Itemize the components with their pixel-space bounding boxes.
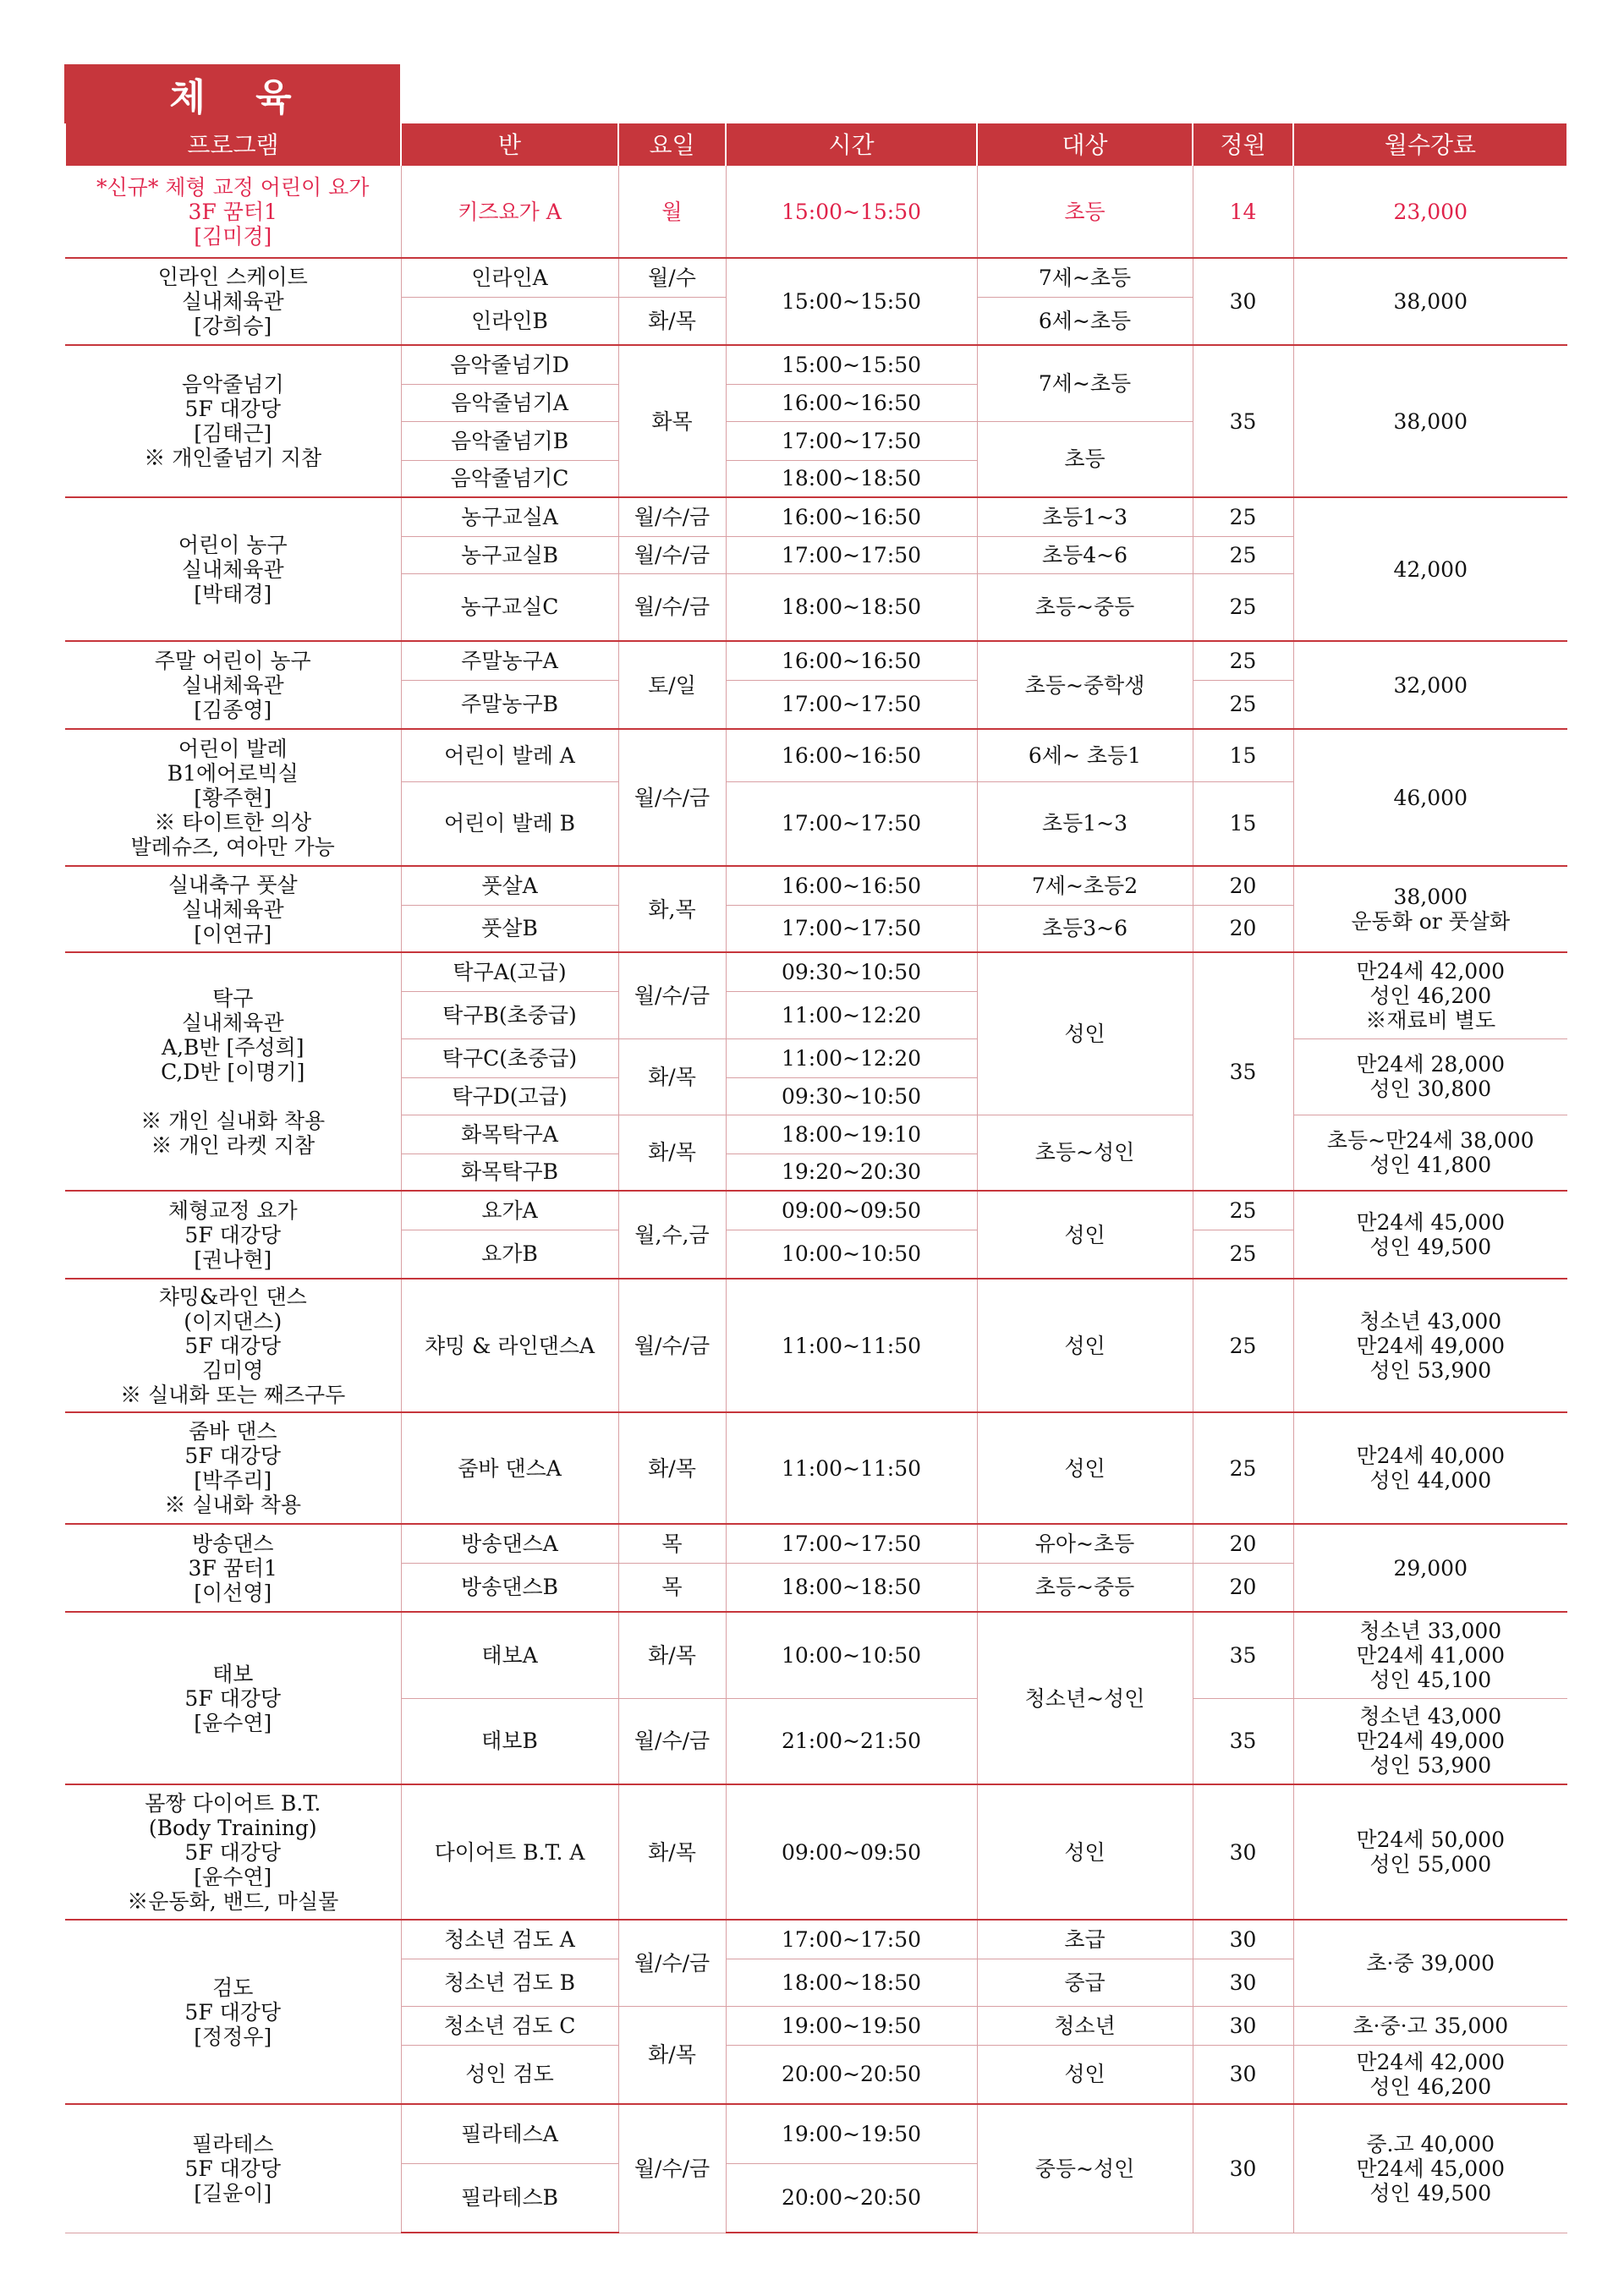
day-cell: 월/수/금	[618, 2104, 726, 2233]
table-row	[65, 258, 1567, 297]
class-cell: 주말농구B	[401, 680, 618, 729]
time-cell: 20:00~20:50	[726, 2163, 977, 2233]
class-cell: 농구교실C	[401, 573, 618, 641]
time-cell: 16:00~16:50	[726, 729, 977, 781]
program-cell: 몸짱 다이어트 B.T. (Body Training) 5F 대강당 [윤수연] ※운동화, 밴드, 마실물	[65, 1784, 401, 1920]
time-cell: 11:00~11:50	[726, 1279, 977, 1412]
capacity-cell: 25	[1193, 497, 1293, 536]
time-cell: 17:00~17:50	[726, 1920, 977, 1959]
time-cell: 15:00~15:50	[726, 165, 977, 258]
time-cell: 16:00~16:50	[726, 497, 977, 536]
program-cell: 필라테스 5F 대강당 [길윤이]	[65, 2104, 401, 2233]
time-cell: 18:00~18:50	[726, 573, 977, 641]
column-header-fee: 월수강료	[1293, 123, 1567, 165]
class-cell: 청소년 검도 B	[401, 1959, 618, 2006]
class-cell: 청소년 검도 C	[401, 2006, 618, 2045]
class-cell: 챠밍 & 라인댄스A	[401, 1279, 618, 1412]
class-cell: 화목탁구B	[401, 1153, 618, 1191]
class-cell: 태보A	[401, 1612, 618, 1698]
program-cell: 방송댄스 3F 꿈터1 [이선영]	[65, 1524, 401, 1612]
class-cell: 음악줄넘기C	[401, 460, 618, 497]
day-cell: 월/수/금	[618, 729, 726, 866]
fee-cell: 32,000	[1293, 641, 1567, 729]
time-cell: 16:00~16:50	[726, 384, 977, 421]
capacity-cell: 30	[1193, 2045, 1293, 2104]
time-cell: 19:20~20:30	[726, 1153, 977, 1191]
fee-cell: 38,000	[1293, 258, 1567, 345]
target-cell: 청소년~성인	[977, 1612, 1193, 1784]
day-cell: 월/수/금	[618, 497, 726, 536]
program-cell: *신규* 체형 교정 어린이 요가 3F 꿈터1 [김미경]	[65, 165, 401, 258]
time-cell: 20:00~20:50	[726, 2045, 977, 2104]
time-cell: 11:00~11:50	[726, 1412, 977, 1524]
table-row	[65, 729, 1567, 781]
target-cell: 초등~중등	[977, 573, 1193, 641]
target-cell: 성인	[977, 1412, 1193, 1524]
table-row	[65, 1524, 1567, 1563]
target-cell: 7세~초등	[977, 258, 1193, 297]
table-row	[65, 165, 1567, 258]
capacity-cell: 25	[1193, 1279, 1293, 1412]
capacity-cell: 25	[1193, 573, 1293, 641]
fee-cell: 38,000 운동화 or 풋살화	[1293, 866, 1567, 952]
capacity-cell: 30	[1193, 258, 1293, 345]
capacity-cell: 20	[1193, 866, 1293, 905]
program-cell: 태보 5F 대강당 [윤수연]	[65, 1612, 401, 1784]
day-cell: 화/목	[618, 1115, 726, 1191]
capacity-cell: 15	[1193, 729, 1293, 781]
class-cell: 다이어트 B.T. A	[401, 1784, 618, 1920]
capacity-cell: 30	[1193, 1959, 1293, 2006]
capacity-cell: 20	[1193, 905, 1293, 952]
capacity-cell: 30	[1193, 1784, 1293, 1920]
table-row	[65, 345, 1567, 384]
day-cell: 월,수,금	[618, 1191, 726, 1279]
time-cell: 17:00~17:50	[726, 680, 977, 729]
section-title: 체 육	[64, 64, 400, 123]
class-cell: 어린이 발레 A	[401, 729, 618, 781]
time-cell: 10:00~10:50	[726, 1612, 977, 1698]
capacity-cell: 30	[1193, 2104, 1293, 2233]
class-cell: 농구교실A	[401, 497, 618, 536]
program-cell: 주말 어린이 농구 실내체육관 [김종영]	[65, 641, 401, 729]
day-cell: 월/수/금	[618, 536, 726, 573]
day-cell: 화/목	[618, 1784, 726, 1920]
capacity-cell: 25	[1193, 680, 1293, 729]
capacity-cell: 25	[1193, 536, 1293, 573]
program-cell: 검도 5F 대강당 [정정우]	[65, 1920, 401, 2104]
fee-cell: 초·중 39,000	[1293, 1920, 1567, 2006]
target-cell: 7세~초등2	[977, 866, 1193, 905]
fee-cell: 23,000	[1293, 165, 1567, 258]
target-cell: 초등4~6	[977, 536, 1193, 573]
time-cell: 17:00~17:50	[726, 421, 977, 460]
fee-cell: 청소년 33,000 만24세 41,000 성인 45,100	[1293, 1612, 1567, 1698]
capacity-cell: 20	[1193, 1563, 1293, 1612]
day-cell: 월	[618, 165, 726, 258]
target-cell: 성인	[977, 952, 1193, 1115]
fee-cell: 29,000	[1293, 1524, 1567, 1612]
target-cell: 청소년	[977, 2006, 1193, 2045]
fee-cell: 만24세 42,000 성인 46,200	[1293, 2045, 1567, 2104]
day-cell: 목	[618, 1524, 726, 1563]
day-cell: 월/수/금	[618, 952, 726, 1038]
class-cell: 탁구B(초중급)	[401, 991, 618, 1038]
target-cell: 중급	[977, 1959, 1193, 2006]
capacity-cell: 35	[1193, 1698, 1293, 1784]
target-cell: 초등1~3	[977, 781, 1193, 866]
time-cell: 16:00~16:50	[726, 641, 977, 680]
class-cell: 요가B	[401, 1230, 618, 1279]
program-cell: 탁구 실내체육관 A,B반 [주성희] C,D반 [이명기] ※ 개인 실내화 착용 ※ 개인 라켓 지참	[65, 952, 401, 1191]
table-row	[65, 1412, 1567, 1524]
day-cell: 화/목	[618, 2006, 726, 2104]
class-cell: 음악줄넘기A	[401, 384, 618, 421]
target-cell: 초등~성인	[977, 1115, 1193, 1191]
target-cell: 초등3~6	[977, 905, 1193, 952]
capacity-cell: 30	[1193, 2006, 1293, 2045]
table-row	[65, 2104, 1567, 2163]
capacity-cell: 15	[1193, 781, 1293, 866]
table-row	[65, 1612, 1567, 1698]
target-cell: 초등1~3	[977, 497, 1193, 536]
time-cell: 15:00~15:50	[726, 258, 977, 345]
fee-cell: 중.고 40,000 만24세 45,000 성인 49,500	[1293, 2104, 1567, 2233]
header-row	[65, 123, 1567, 165]
time-cell: 19:00~19:50	[726, 2104, 977, 2163]
time-cell: 10:00~10:50	[726, 1230, 977, 1279]
table-row	[65, 866, 1567, 905]
time-cell: 09:00~09:50	[726, 1784, 977, 1920]
class-cell: 어린이 발레 B	[401, 781, 618, 866]
time-cell: 21:00~21:50	[726, 1698, 977, 1784]
table-row	[65, 1784, 1567, 1920]
class-cell: 탁구D(고급)	[401, 1077, 618, 1115]
column-header-day: 요일	[618, 123, 726, 165]
time-cell: 18:00~18:50	[726, 460, 977, 497]
time-cell: 15:00~15:50	[726, 345, 977, 384]
target-cell: 중등~성인	[977, 2104, 1193, 2233]
fee-cell: 38,000	[1293, 345, 1567, 497]
class-cell: 방송댄스B	[401, 1563, 618, 1612]
target-cell: 초등	[977, 165, 1193, 258]
column-header-program: 프로그램	[65, 123, 401, 165]
class-cell: 인라인A	[401, 258, 618, 297]
target-cell: 성인	[977, 1191, 1193, 1279]
class-cell: 탁구A(고급)	[401, 952, 618, 991]
class-cell: 청소년 검도 A	[401, 1920, 618, 1959]
fee-cell: 만24세 42,000 성인 46,200 ※재료비 별도	[1293, 952, 1567, 1038]
program-schedule-table	[64, 123, 1568, 2233]
capacity-cell: 35	[1193, 952, 1293, 1191]
day-cell: 목	[618, 1563, 726, 1612]
fee-cell: 청소년 43,000 만24세 49,000 성인 53,900	[1293, 1698, 1567, 1784]
class-cell: 필라테스B	[401, 2163, 618, 2233]
time-cell: 09:30~10:50	[726, 1077, 977, 1115]
capacity-cell: 25	[1193, 1230, 1293, 1279]
target-cell: 6세~초등	[977, 297, 1193, 345]
fee-cell: 만24세 45,000 성인 49,500	[1293, 1191, 1567, 1279]
program-cell: 인라인 스케이트 실내체육관 [강희승]	[65, 258, 401, 345]
capacity-cell: 35	[1193, 1612, 1293, 1698]
class-cell: 요가A	[401, 1191, 618, 1230]
time-cell: 17:00~17:50	[726, 781, 977, 866]
day-cell: 월/수/금	[618, 573, 726, 641]
target-cell: 초등~중학생	[977, 641, 1193, 729]
class-cell: 필라테스A	[401, 2104, 618, 2163]
target-cell: 성인	[977, 2045, 1193, 2104]
capacity-cell: 25	[1193, 1191, 1293, 1230]
class-cell: 인라인B	[401, 297, 618, 345]
time-cell: 18:00~18:50	[726, 1959, 977, 2006]
class-cell: 태보B	[401, 1698, 618, 1784]
table-row	[65, 1279, 1567, 1412]
class-cell: 방송댄스A	[401, 1524, 618, 1563]
time-cell: 17:00~17:50	[726, 905, 977, 952]
time-cell: 16:00~16:50	[726, 866, 977, 905]
target-cell: 유아~초등	[977, 1524, 1193, 1563]
time-cell: 19:00~19:50	[726, 2006, 977, 2045]
program-cell: 체형교정 요가 5F 대강당 [권나현]	[65, 1191, 401, 1279]
day-cell: 월/수/금	[618, 1279, 726, 1412]
time-cell: 17:00~17:50	[726, 536, 977, 573]
capacity-cell: 14	[1193, 165, 1293, 258]
table-row	[65, 1920, 1567, 1959]
class-cell: 키즈요가 A	[401, 165, 618, 258]
column-header-target: 대상	[977, 123, 1193, 165]
program-cell: 챠밍&라인 댄스 (이지댄스) 5F 대강당 김미영 ※ 실내화 또는 째즈구두	[65, 1279, 401, 1412]
class-cell: 줌바 댄스A	[401, 1412, 618, 1524]
program-cell: 어린이 농구 실내체육관 [박태경]	[65, 497, 401, 641]
capacity-cell: 30	[1193, 1920, 1293, 1959]
target-cell: 7세~초등	[977, 345, 1193, 421]
day-cell: 월/수/금	[618, 1920, 726, 2006]
target-cell: 성인	[977, 1784, 1193, 1920]
column-header-capacity: 정원	[1193, 123, 1293, 165]
time-cell: 17:00~17:50	[726, 1524, 977, 1563]
class-cell: 탁구C(초중급)	[401, 1038, 618, 1077]
capacity-cell: 20	[1193, 1524, 1293, 1563]
target-cell: 초등~중등	[977, 1563, 1193, 1612]
table-row	[65, 952, 1567, 991]
time-cell: 09:30~10:50	[726, 952, 977, 991]
day-cell: 화/목	[618, 1612, 726, 1698]
fee-cell: 만24세 28,000 성인 30,800	[1293, 1038, 1567, 1115]
day-cell: 화목	[618, 345, 726, 497]
class-cell: 풋살A	[401, 866, 618, 905]
fee-cell: 만24세 40,000 성인 44,000	[1293, 1412, 1567, 1524]
fee-cell: 초·중·고 35,000	[1293, 2006, 1567, 2045]
class-cell: 성인 검도	[401, 2045, 618, 2104]
program-cell: 실내축구 풋살 실내체육관 [이연규]	[65, 866, 401, 952]
class-cell: 주말농구A	[401, 641, 618, 680]
class-cell: 풋살B	[401, 905, 618, 952]
time-cell: 18:00~18:50	[726, 1563, 977, 1612]
capacity-cell: 25	[1193, 1412, 1293, 1524]
class-cell: 화목탁구A	[401, 1115, 618, 1153]
time-cell: 09:00~09:50	[726, 1191, 977, 1230]
class-cell: 음악줄넘기B	[401, 421, 618, 460]
time-cell: 11:00~12:20	[726, 1038, 977, 1077]
capacity-cell: 25	[1193, 641, 1293, 680]
class-cell: 농구교실B	[401, 536, 618, 573]
program-cell: 줌바 댄스 5F 대강당 [박주리] ※ 실내화 착용	[65, 1412, 401, 1524]
schedule-body	[65, 165, 1567, 2233]
fee-cell: 46,000	[1293, 729, 1567, 866]
program-cell: 음악줄넘기 5F 대강당 [김태근] ※ 개인줄넘기 지참	[65, 345, 401, 497]
day-cell: 화/목	[618, 1412, 726, 1524]
day-cell: 화,목	[618, 866, 726, 952]
day-cell: 토/일	[618, 641, 726, 729]
day-cell: 화/목	[618, 1038, 726, 1115]
column-header-class: 반	[401, 123, 618, 165]
day-cell: 화/목	[618, 297, 726, 345]
capacity-cell: 35	[1193, 345, 1293, 497]
program-cell: 어린이 발레 B1에어로빅실 [황주현] ※ 타이트한 의상 발레슈즈, 여아만 가능	[65, 729, 401, 866]
fee-cell: 만24세 50,000 성인 55,000	[1293, 1784, 1567, 1920]
target-cell: 초등	[977, 421, 1193, 497]
time-cell: 11:00~12:20	[726, 991, 977, 1038]
day-cell: 월/수	[618, 258, 726, 297]
class-cell: 음악줄넘기D	[401, 345, 618, 384]
fee-cell: 초등~만24세 38,000 성인 41,800	[1293, 1115, 1567, 1191]
time-cell: 18:00~19:10	[726, 1115, 977, 1153]
target-cell: 성인	[977, 1279, 1193, 1412]
table-row	[65, 641, 1567, 680]
day-cell: 월/수/금	[618, 1698, 726, 1784]
table-row	[65, 1191, 1567, 1230]
column-header-time: 시간	[726, 123, 977, 165]
target-cell: 초급	[977, 1920, 1193, 1959]
target-cell: 6세~ 초등1	[977, 729, 1193, 781]
table-row	[65, 497, 1567, 536]
fee-cell: 42,000	[1293, 497, 1567, 641]
fee-cell: 청소년 43,000 만24세 49,000 성인 53,900	[1293, 1279, 1567, 1412]
